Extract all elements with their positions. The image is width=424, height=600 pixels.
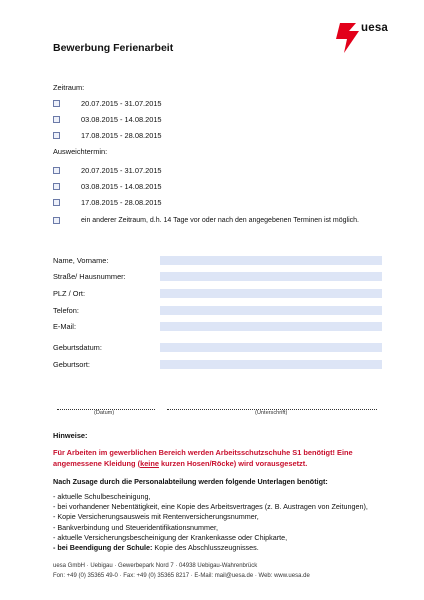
- footer-contact: Fon: +49 (0) 35365 49-0 · Fax: +49 (0) 35365 8217 · E-Mail: mail@uesa.de · Web: www.uesa.de: [53, 573, 310, 579]
- checkbox[interactable]: [53, 116, 60, 123]
- strasse-field[interactable]: [160, 272, 382, 281]
- list-item: - Kopie Versicherungsausweis mit Rentenversicherungsnummer,: [53, 512, 259, 522]
- geburtsort-field[interactable]: [160, 360, 382, 369]
- checkbox[interactable]: [53, 100, 60, 107]
- list-item: [53, 543, 368, 553]
- page-title: Bewerbung Ferienarbeit: [53, 42, 174, 54]
- uesa-logo-mark-icon: [332, 21, 362, 55]
- geburtsort-label: Geburtsort:: [53, 360, 90, 369]
- list-item-rest: Kopie des Abschlusszeugnisses.: [152, 543, 259, 553]
- safety-warning: [53, 447, 383, 469]
- list-item: - bei vorhandener Nebentätigkeit, eine Kopie des Arbeitsvertrages (z. B. Austragen von Zeitungen),: [53, 502, 368, 512]
- plz-field[interactable]: [160, 289, 382, 298]
- name-field[interactable]: [160, 256, 382, 265]
- warning-text-1: Für Arbeiten im gewerblichen Bereich werden Arbeitsschutzschuhe S1 benötigt! Eine angemessene Kleidung (: [53, 448, 353, 468]
- ausweich-option-other[interactable]: [53, 215, 359, 225]
- zeitraum-label: Zeitraum:: [53, 83, 85, 92]
- ausweich-option-1[interactable]: [53, 165, 162, 175]
- telefon-label: Telefon:: [53, 306, 79, 315]
- ausweich-label: Ausweichtermin:: [53, 147, 108, 156]
- option-label: ein anderer Zeitraum, d.h. 14 Tage vor oder nach den angegebenen Terminen ist möglich.: [81, 216, 359, 224]
- list-item: - aktuelle Versicherungsbescheinigung der Krankenkasse oder Chipkarte,: [53, 532, 288, 542]
- option-label: 17.08.2015 - 28.08.2015: [81, 130, 162, 140]
- warning-text-2: kurzen Hosen/Röcke) wird vorausgesetzt.: [158, 459, 308, 468]
- option-label: 17.08.2015 - 28.08.2015: [81, 197, 162, 207]
- option-label: 03.08.2015 - 14.08.2015: [81, 181, 162, 191]
- zeitraum-option-3[interactable]: [53, 130, 162, 140]
- geburtsdatum-field[interactable]: [160, 343, 382, 352]
- telefon-field[interactable]: [160, 306, 382, 315]
- unterschrift-caption: (Unterschrift): [255, 410, 288, 416]
- option-label: 03.08.2015 - 14.08.2015: [81, 114, 162, 124]
- list-item: - Bankverbindung und Steueridentifikationsnummer,: [53, 522, 219, 532]
- geburtsdatum-label: Geburtsdatum:: [53, 343, 102, 352]
- list-item: - aktuelle Schulbescheinigung,: [53, 492, 151, 501]
- documents-intro: Nach Zusage durch die Personalabteilung werden folgende Unterlagen benötigt:: [53, 477, 328, 486]
- checkbox[interactable]: [53, 183, 60, 190]
- datum-caption: (Datum): [94, 410, 115, 416]
- zeitraum-option-2[interactable]: [53, 114, 162, 124]
- option-label: 20.07.2015 - 31.07.2015: [81, 165, 162, 175]
- strasse-label: Straße/ Hausnummer:: [53, 272, 126, 281]
- ausweich-option-3[interactable]: [53, 197, 162, 207]
- name-label: Name, Vorname:: [53, 256, 109, 265]
- checkbox[interactable]: [53, 132, 60, 139]
- list-item-bold: - bei Beendigung der Schule:: [53, 543, 153, 553]
- hinweise-heading: Hinweise:: [53, 431, 88, 440]
- checkbox[interactable]: [53, 217, 60, 224]
- email-field[interactable]: [160, 322, 382, 331]
- uesa-logo: [332, 21, 402, 55]
- logo-text: uesa: [361, 22, 389, 34]
- ausweich-option-2[interactable]: [53, 181, 162, 191]
- email-label: E-Mail:: [53, 322, 76, 331]
- checkbox[interactable]: [53, 167, 60, 174]
- warning-underline: keine: [140, 459, 159, 468]
- footer-address: uesa GmbH · Uebigau · Gewerbepark Nord 7 · 04938 Uebigau-Wahrenbrück: [53, 563, 258, 569]
- plz-label: PLZ / Ort:: [53, 289, 86, 298]
- checkbox[interactable]: [53, 199, 60, 206]
- documents-list: [53, 492, 368, 553]
- zeitraum-option-1[interactable]: [53, 98, 162, 108]
- option-label: 20.07.2015 - 31.07.2015: [81, 98, 162, 108]
